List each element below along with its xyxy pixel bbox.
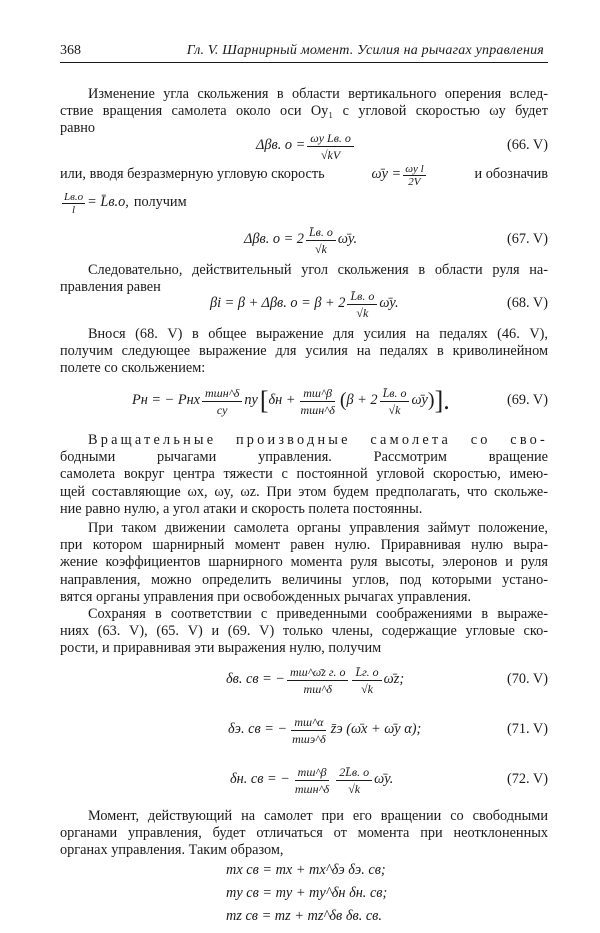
eq69-close-bracket: ]. <box>434 386 450 415</box>
fraction-denominator: 2V <box>408 175 421 188</box>
eq69-f1-denominator: cy <box>216 402 228 417</box>
eq72-f2-numerator: 2L̄в. о <box>336 765 372 781</box>
moment-equation-z: mz св = mz + mz^δв δв. св. <box>226 908 382 924</box>
text-line: полете со скольжением: <box>60 360 206 377</box>
eq72-fraction-1 <box>292 765 332 796</box>
text-line: бодными рычагами управления. Рассмотрим вращение <box>60 449 548 466</box>
eq69-fraction-3 <box>380 386 410 417</box>
equation-72 <box>60 756 548 804</box>
paragraph-moment-free-controls <box>60 808 548 860</box>
text-line: органами управления, будет отличаться от момента при неотклоненных <box>60 825 548 842</box>
text-line: Сохраняя в соответствии с приведенными соображениями в выраже- <box>88 606 548 622</box>
length-ratio-fraction <box>62 191 85 216</box>
eq72-number: (72. V) <box>506 771 548 788</box>
equation-68 <box>60 282 548 326</box>
text-line: щей составляющие ωx, ωy, ωz. При этом будем предполагать, что скольже- <box>60 483 548 500</box>
eq70-f1-denominator: mш^δ <box>303 681 332 696</box>
eq69-close-paren: ) <box>427 389 435 412</box>
eq69-omega: ω̄y <box>411 392 428 409</box>
text-line: самолета вокруг центра тяжести с постоянной угловой скоростью, имею- <box>60 466 548 483</box>
equation-70 <box>60 656 548 704</box>
text-line: органах управления. Таким образом, <box>60 842 284 859</box>
eq71-tail: z̄э (ω̄x + ω̄y α); <box>330 721 422 738</box>
eq70-tail: ω̄z; <box>383 671 405 688</box>
text-line: При таком движении самолета органы управления займут положение, <box>88 520 548 536</box>
eq69-f1-numerator: mшн^δ <box>202 386 242 402</box>
eq69-number: (69. V) <box>506 392 548 409</box>
fraction-denominator: l <box>72 203 76 216</box>
paragraph-free-controls <box>60 520 548 606</box>
running-header <box>60 40 548 63</box>
eq70-fraction-2 <box>352 665 381 696</box>
eq70-f1-numerator: mш^ω̄z г. о <box>287 665 348 681</box>
equation-67 <box>60 218 548 262</box>
text-line: Момент, действующий на самолет при его вращении со свободными <box>88 808 548 824</box>
text-fragment: и обозначив <box>474 166 548 183</box>
eq67-lhs: Δβв. о = 2 <box>244 231 304 248</box>
page-number: 368 <box>60 43 81 58</box>
eq72-fraction-2 <box>336 765 372 796</box>
eq70-lhs: δв. св = − <box>226 671 285 688</box>
eq66-number: (66. V) <box>506 137 548 154</box>
text-line: ние равно нулю, а угол атаки и скорость полета постоянны. <box>60 500 423 517</box>
eq68-lhs: βi = β + Δβв. о = β + 2 <box>210 295 346 312</box>
eq70-number: (70. V) <box>506 671 548 688</box>
eq72-f1-denominator: mшн^δ <box>294 781 330 796</box>
section-title: Вращательные производные самолета со сво- <box>88 432 548 448</box>
eq67-number: (67. V) <box>506 231 548 248</box>
equation-71 <box>60 706 548 754</box>
eq71-numerator: mш^α <box>291 715 326 731</box>
eq69-beta: β + 2 <box>346 392 378 409</box>
text-line: рости, и приравнивая эти выражения нулю, получим <box>60 640 382 657</box>
eq72-f2-denominator: √k <box>348 781 361 796</box>
eq69-f3-denominator: √k <box>388 402 401 417</box>
text-line: получим следующее выражение для усилия на педалях в криволинейном <box>60 343 548 360</box>
length-ratio-symbol: = L̄в.о, <box>87 194 129 211</box>
text-line: равно <box>60 120 96 137</box>
moment-equation-y: my св = my + my^δн δн. св; <box>226 885 388 901</box>
eq66-denominator: √kV <box>320 147 341 162</box>
eq68-denominator: √k <box>356 305 369 320</box>
paragraph-dimensionless-rate <box>60 162 548 218</box>
eq66-numerator: ωy Lв. о <box>307 131 354 147</box>
eq72-lhs: δн. св = − <box>230 771 290 788</box>
eq69-fraction-2 <box>297 386 337 417</box>
eq69-delta: δн + <box>268 392 296 409</box>
moment-equation-x: mx св = mx + mx^δэ δэ. св; <box>226 862 386 878</box>
eq68-numerator: L̄в. о <box>347 289 377 305</box>
eq67-denominator: √k <box>314 241 327 256</box>
paragraph-keeping-terms <box>60 606 548 658</box>
text-line: вятся органы управления при освобожденных рычагах управления. <box>60 588 472 605</box>
text-line: ниях (63. V), (65. V) и (69. V) только члены, содержащие угловые ско- <box>60 623 548 640</box>
eq69-open-paren: ( <box>339 389 347 412</box>
eq69-lhs: Pн = − Pнx <box>132 392 201 409</box>
eq72-f1-numerator: mш^β <box>295 765 330 781</box>
text-line: правления равен <box>60 279 161 296</box>
eq69-open-bracket: [ <box>259 386 269 415</box>
eq66-lhs: Δβв. о = <box>256 137 306 154</box>
eq68-tail: ω̄y. <box>379 295 399 312</box>
text-fragment: или, вводя безразмерную угловую скорость <box>60 166 325 183</box>
eq69-ny: ny <box>244 392 258 409</box>
text-line: направления, можно определить величины углов, под которыми устано- <box>60 571 548 588</box>
equation-69 <box>60 376 548 426</box>
eq71-fraction <box>289 715 329 746</box>
eq68-fraction <box>347 289 377 320</box>
omega-bar-fraction <box>403 163 425 188</box>
eq71-number: (71. V) <box>506 721 548 738</box>
eq69-f3-numerator: L̄в. о <box>380 386 410 402</box>
text-line: Внося (68. V) в общее выражение для усилия на педалях (46. V), <box>88 326 548 342</box>
eq67-tail: ω̄y. <box>337 231 358 248</box>
eq68-number: (68. V) <box>506 295 548 312</box>
eq71-lhs: δэ. св = − <box>228 721 288 738</box>
paragraph-rotary-derivatives <box>60 432 548 518</box>
fraction-numerator: ωy l <box>405 162 424 175</box>
text-line: жение коэффициентов шарнирного момента руля высоты, элеронов и руля <box>60 554 548 571</box>
eq69-f2-numerator: mш^β <box>300 386 335 402</box>
text-line: Изменение угла скольжения в области вертикального оперения вслед- <box>88 86 548 102</box>
paragraph-pedal-force <box>60 326 548 378</box>
eq69-f2-denominator: mшн^δ <box>300 402 335 417</box>
text-line: Следовательно, действительный угол скольжения в области руля на- <box>88 262 548 278</box>
running-head-title: Гл. V. Шарнирный момент. Усилия на рычагах управления <box>186 43 544 58</box>
eq69-fraction-1 <box>202 386 242 417</box>
eq70-f2-numerator: L̄г. о <box>352 665 381 681</box>
eq70-f2-denominator: √k <box>361 681 374 696</box>
omega-bar-symbol: ω̄y = <box>371 166 402 183</box>
eq67-fraction <box>306 225 336 256</box>
eq71-denominator: mшэ^δ <box>292 731 326 746</box>
eq66-fraction <box>307 131 354 162</box>
text-fragment: получим <box>133 194 187 211</box>
eq70-fraction-1 <box>287 665 348 696</box>
fraction-numerator: Lв.о <box>64 190 84 203</box>
eq72-tail: ω̄y. <box>374 771 394 788</box>
eq67-numerator: L̄в. о <box>306 225 336 241</box>
text-line: при котором шарнирный момент равен нулю. Приравнивая нулю выра- <box>60 537 548 554</box>
text-line: ствие вращения самолета около оси Oy₁ с угловой скоростью ωy будет <box>60 103 548 120</box>
